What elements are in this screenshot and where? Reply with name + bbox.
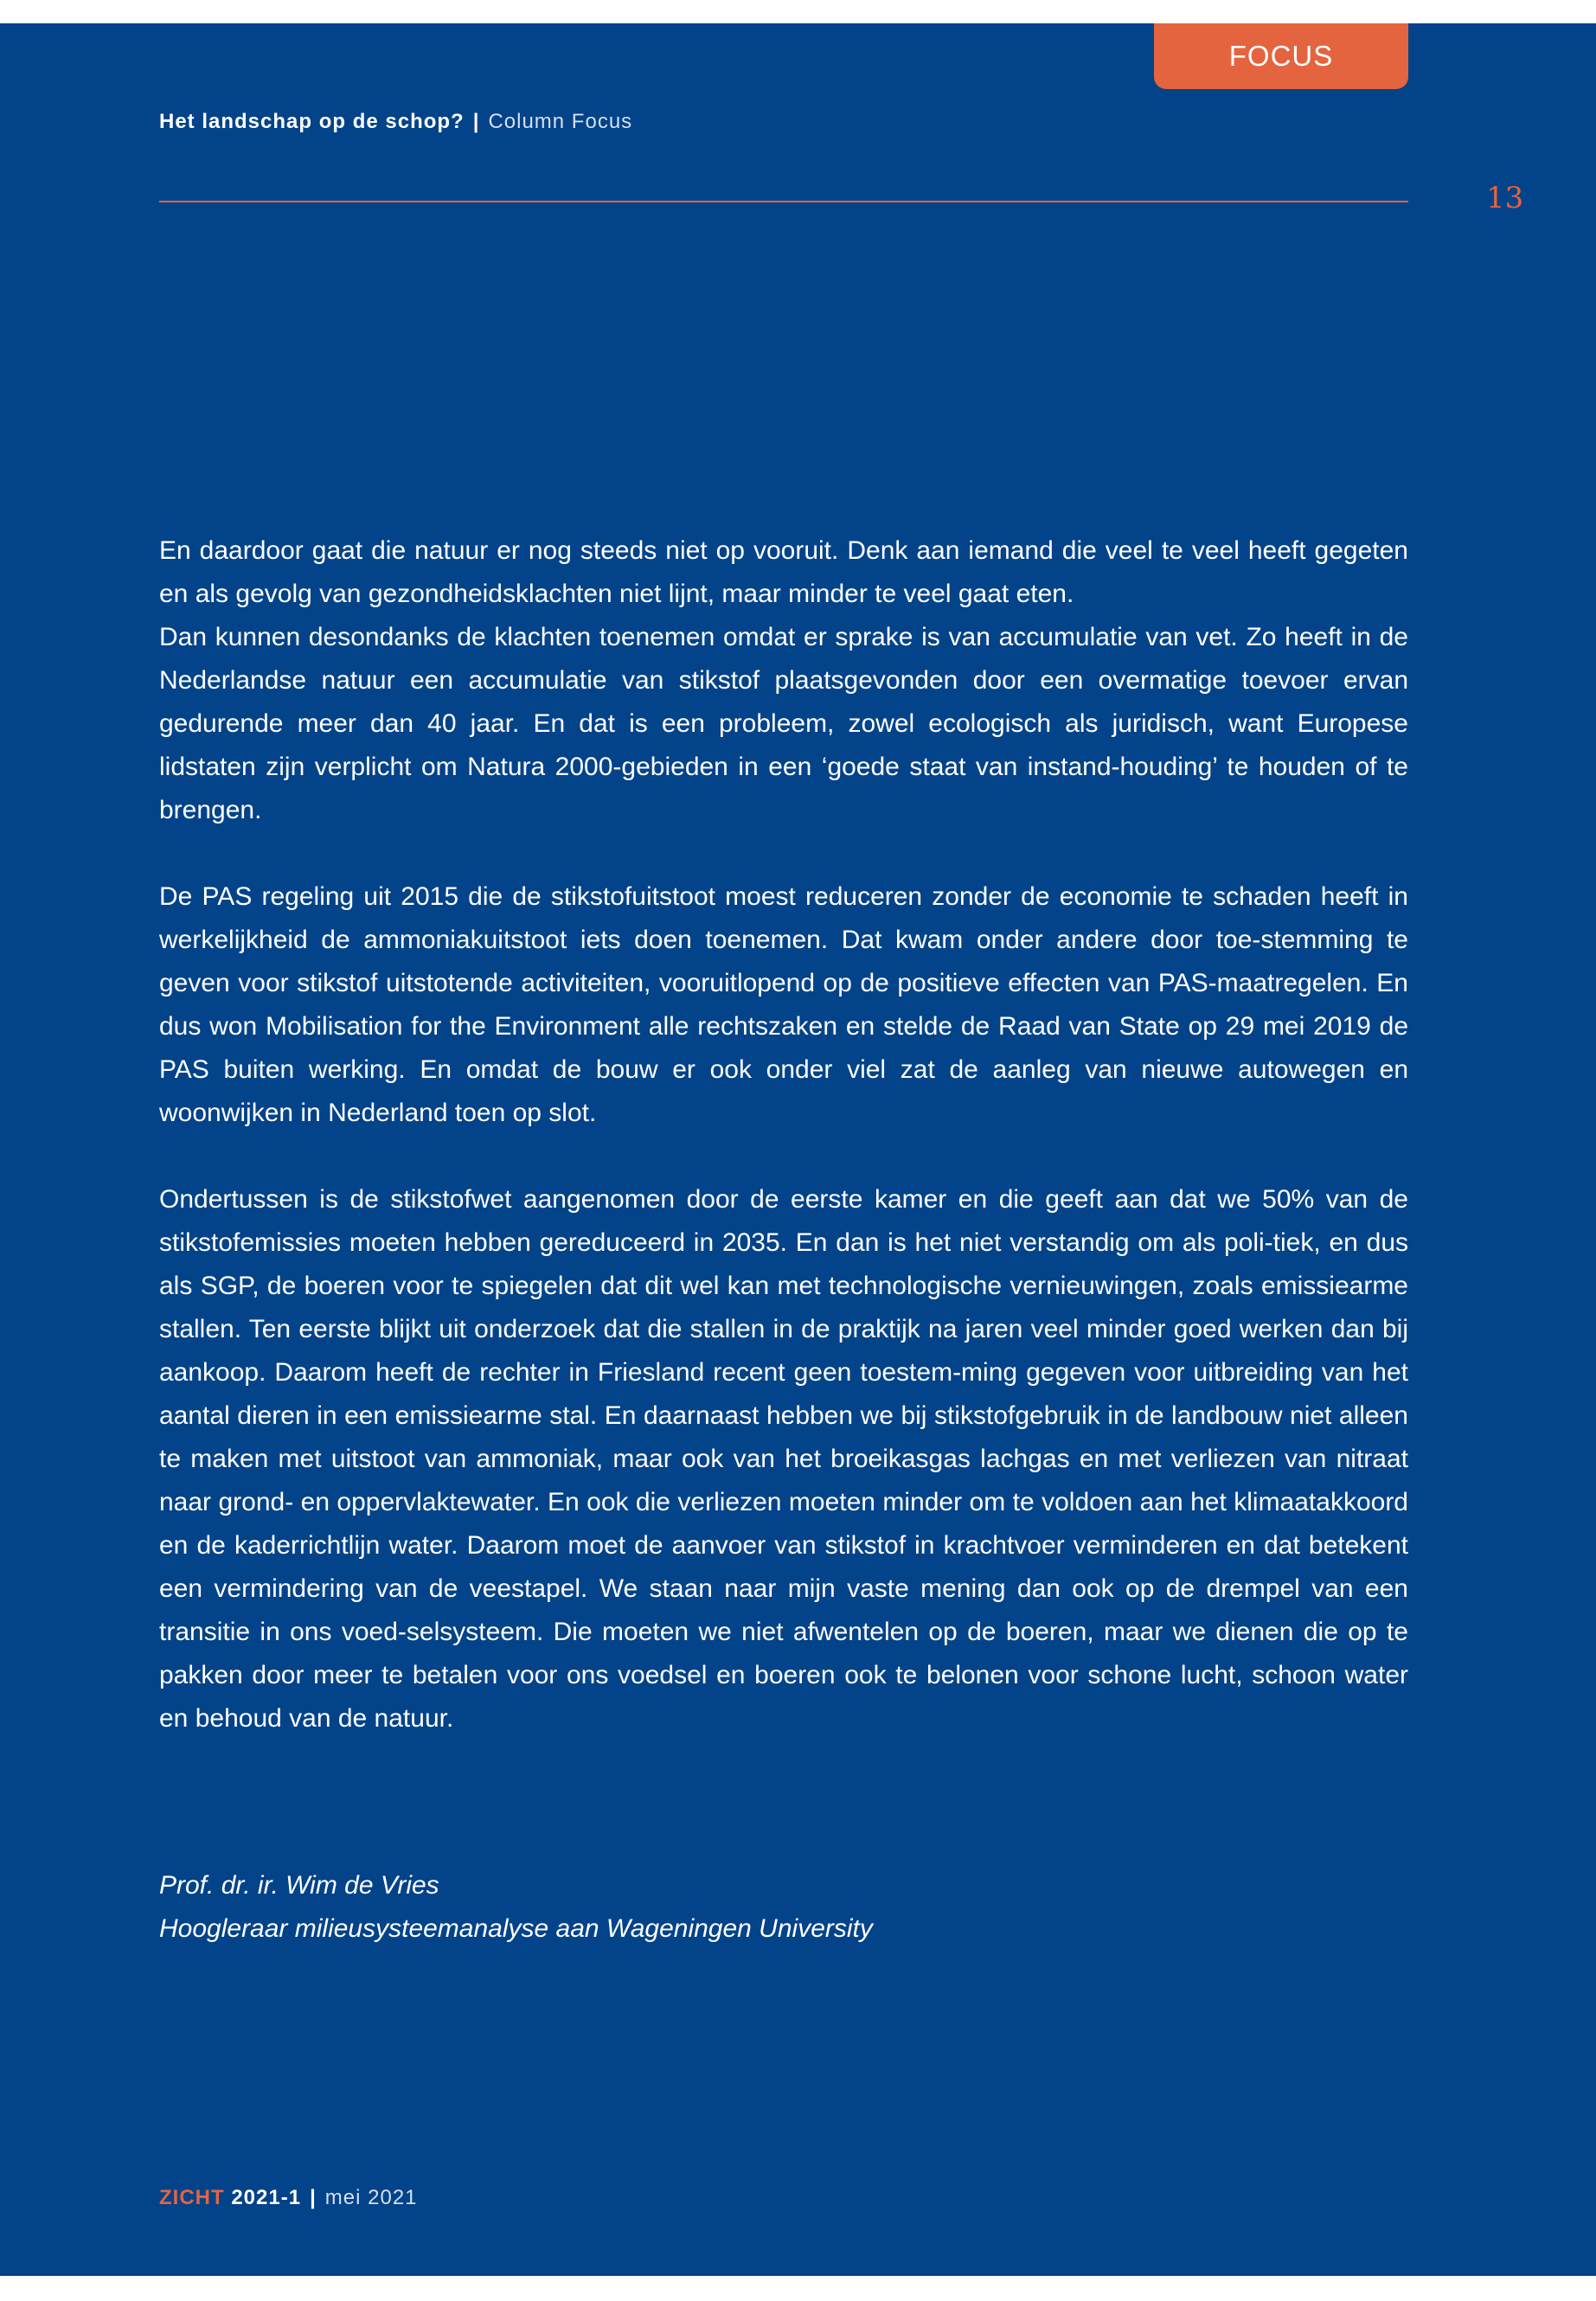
focus-tab [1154, 23, 1408, 89]
page [0, 23, 1596, 2276]
running-header [159, 110, 632, 134]
author-signature [159, 1864, 873, 1951]
paragraph-stikstofwet: Ondertussen is de stikstofwet aangenomen door de eerste kamer en die geeft aan dat we 50% van de stikstofemissies moeten hebben gereduceerd in 2035. En dan is het niet verstandig om als poli-tiek, en dus als SGP, de boeren voor te spiegelen dat dit wel kan met technologische vernieuwingen, zoals emissiearme stallen. Ten eerste blijkt uit onderzoek dat die stallen in de praktijk na jaren veel minder goed werken dan bij aankoop. Daarom heeft de rechter in Friesland recent geen toestem-ming gegeven voor uitbreiding van het aantal dieren in een emissiearme stal. En daarnaast hebben we bij stikstofgebruik in de landbouw niet alleen te maken met uitstoot van ammoniak, maar ook van het broeikasgas lachgas en met verliezen van nitraat naar grond- en oppervlaktewater. En ook die verliezen moeten minder om te voldoen aan het klimaatakkoord en de kaderrichtlijn water. Daarom moet de aanvoer van stikstof in krachtvoer verminderen en dat betekent een vermindering van de veestapel. We staan naar mijn vaste mening dan ook op de drempel van een transitie in ons voed-selsysteem. Die moeten we niet afwentelen op de boeren, maar we dienen die op te pakken door meer te betalen voor ons voedsel en boeren ook te belonen voor schone lucht, schoon water en behoud van de natuur. [159, 1185, 1408, 1733]
paragraph-pas: De PAS regeling uit 2015 die de stikstofuitstoot moest reduceren zonder de economie te schaden heeft in werkelijkheid de ammoniakuitstoot iets doen toenemen. Dat kwam onder andere door toe-stemming te geven voor stikstof uitstotende activiteiten, vooruitlopend op de positieve effecten van PAS-maatregelen. En dus won Mobilisation for the Environment alle rechtszaken en stelde de Raad van State op 29 mei 2019 de PAS buiten werking. En omdat de bouw er ook onder viel zat de aanleg van nieuwe autowegen en woonwijken in Nederland toen op slot. [159, 882, 1408, 1127]
paragraph-intro [159, 529, 1408, 832]
header-section: Column Focus [488, 110, 633, 133]
author-role: Hoogleraar milieusysteemanalyse aan Wageningen University [159, 1914, 873, 1943]
page-number: 13 [1486, 181, 1524, 215]
footer-brand: ZICHT [159, 2186, 225, 2209]
article-body [159, 529, 1408, 1740]
footer-date: mei 2021 [324, 2186, 418, 2209]
footer-issue: 2021-1 [231, 2186, 302, 2209]
footer-separator: | [310, 2186, 317, 2209]
paragraph-text: Dan kunnen desondanks de klachten toenemen omdat er sprake is van accumulatie van vet. Zo heeft in de Nederlandse natuur een accumulatie van stikstof plaatsgevonden door een overmatige toevoer ervan gedurende meer dan 40 jaar. En dat is een probleem, zowel ecologisch als juridisch, want Europese lidstaten zijn verplicht om Natura 2000-gebieden in een ‘goede staat van instand-houding’ te houden of te brengen. [159, 623, 1408, 824]
page-footer [159, 2186, 418, 2210]
header-separator: | [472, 110, 480, 133]
focus-tab-label: FOCUS [1228, 40, 1334, 72]
header-rule [159, 201, 1408, 202]
author-name: Prof. dr. ir. Wim de Vries [159, 1871, 439, 1900]
header-title: Het landschap op de schop? [159, 110, 465, 133]
paragraph-text: En daardoor gaat die natuur er nog steeds niet op vooruit. Denk aan iemand die veel te veel heeft gegeten en als gevolg van gezondheidsklachten niet lijnt, maar minder te veel gaat eten. [159, 536, 1408, 608]
